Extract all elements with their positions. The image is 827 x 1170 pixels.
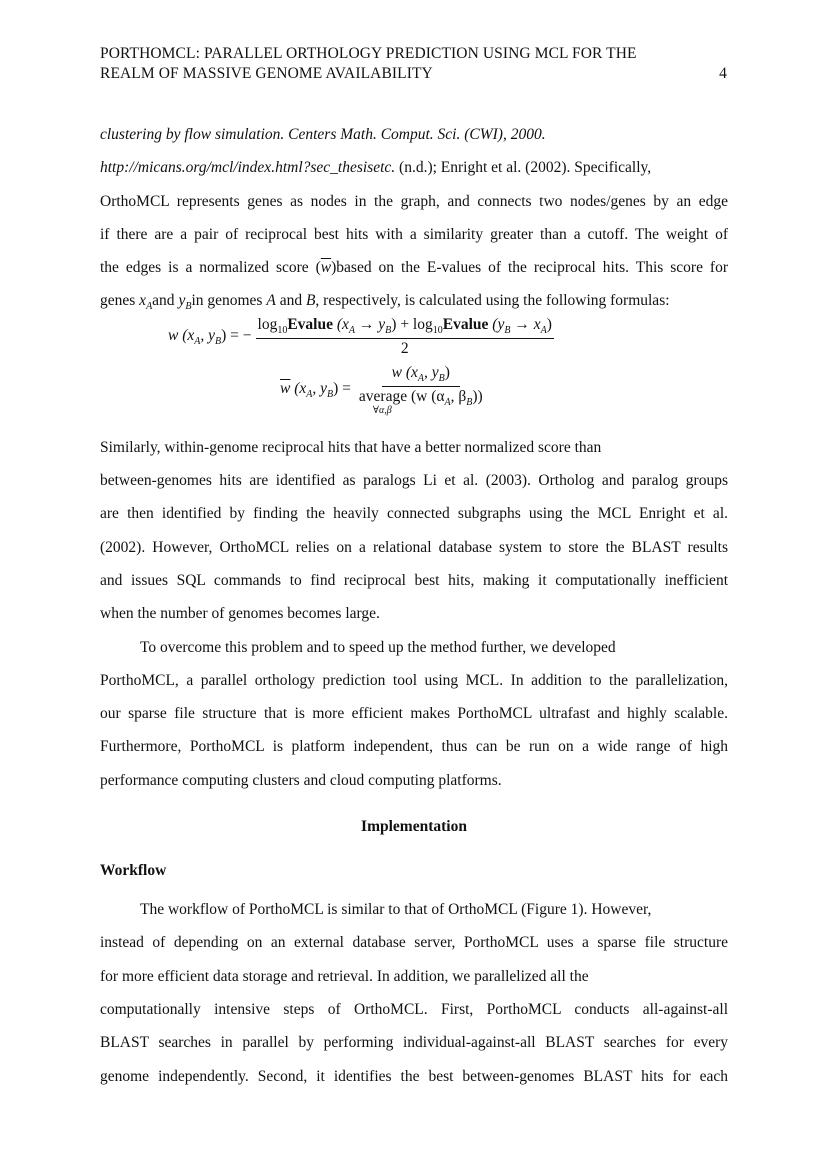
- para3-line: PorthoMCL, a parallel orthology prediction tool using MCL. In addition to the parallelization,: [100, 671, 728, 689]
- eq1-fraction: [256, 316, 554, 358]
- para1-line2-text: (n.d.); Enright et al. (2002). Specifically,: [395, 159, 652, 177]
- paragraph-paralogs: [100, 431, 728, 631]
- eq2-numerator: w ($x_A$, $y_B$): [382, 364, 460, 387]
- para4-line: computationally intensive steps of OrthoMCL. First, PorthoMCL conducts all-against-all: [100, 1000, 728, 1018]
- equation-block: [100, 316, 728, 431]
- text-span: genes: [100, 292, 140, 310]
- para1-line2: [100, 151, 728, 184]
- text-span: )based on the E-values of the reciprocal hits. This score for: [331, 259, 728, 277]
- eq2-fraction: [359, 364, 483, 416]
- para2-line: when the number of genomes becomes large.: [100, 605, 380, 623]
- eq2-average-subscript: ∀α,β: [372, 404, 392, 416]
- running-head-title-line1: PORTHOMCL: PARALLEL ORTHOLOGY PREDICTION USING MCL FOR THE: [100, 45, 637, 62]
- section-heading-implementation: Implementation: [361, 818, 467, 836]
- math-var: y: [178, 292, 186, 310]
- page-body: [100, 118, 728, 1093]
- text-span: and: [152, 292, 179, 310]
- equation-normalized: [280, 364, 483, 416]
- running-head: [100, 44, 727, 84]
- para2-line: between-genomes hits are identified as paralogs Li et al. (2003). Ortholog and paralog groups: [100, 472, 728, 490]
- para1-line3: OrthoMCL represents genes as nodes in the graph, and connects two nodes/genes by an edge: [100, 192, 728, 210]
- para1-line6: [100, 284, 728, 317]
- para2-line: (2002). However, OrthoMCL relies on a relational database system to store the BLAST results: [100, 538, 728, 556]
- math-sub: B: [185, 301, 192, 313]
- equation-weight: [168, 316, 554, 358]
- para3-line: To overcome this problem and to speed up the method further, we developed: [140, 638, 616, 656]
- eq1-lhs: w ($x_A$, $y_B$) = −: [168, 326, 252, 347]
- math-sub: A: [146, 301, 153, 313]
- running-head-title: [100, 44, 690, 84]
- para1-line1: [100, 118, 728, 151]
- math-var: x: [139, 292, 147, 310]
- paragraph-porthomcl-intro: [100, 631, 728, 797]
- para2-line: and issues SQL commands to find reciprocal best hits, making it computationally inefficient: [100, 571, 728, 589]
- text-span: in genomes: [191, 292, 267, 310]
- para1-line4: if there are a pair of reciprocal best hits with a similarity greater than a cutoff. The weight of: [100, 225, 728, 243]
- eq2-lhs: $\overline{w}$ ($x_A$, $y_B$) =: [280, 379, 351, 400]
- para4-line: BLAST searches in parallel by performing individual-against-all BLAST searches for every: [100, 1034, 728, 1052]
- text-span: the edges is a normalized score (: [100, 259, 321, 277]
- para1-line5: [100, 251, 728, 284]
- para2-line: Similarly, within-genome reciprocal hits that have a better normalized score than: [100, 438, 602, 456]
- para2-line: are then identified by finding the heavily connected subgraphs using the MCL Enright et al.: [100, 505, 728, 523]
- para3-line: Furthermore, PorthoMCL is platform independent, thus can be run on a wide range of high: [100, 738, 728, 756]
- para4-line: The workflow of PorthoMCL is similar to that of OrthoMCL (Figure 1). However,: [140, 901, 652, 919]
- subsection-heading-workflow: Workflow: [100, 862, 167, 880]
- text-span: , respectively, is calculated using the following formulas:: [315, 292, 670, 310]
- eq1-numerator: $\log_{10}Evalue$ $(x_A \to y_B)$ + $\log_{10}Evalue$ $(y_B \to x_A)$: [256, 316, 554, 339]
- text-span: and: [275, 292, 306, 310]
- para3-line: performance computing clusters and cloud computing platforms.: [100, 771, 502, 789]
- paragraph-workflow: [100, 893, 728, 1093]
- page-number: 4: [719, 65, 727, 82]
- genome-b: B: [305, 292, 316, 310]
- citation-italic: clustering by flow simulation. Centers Math. Comput. Sci. (CWI), 2000.: [100, 126, 546, 143]
- running-head-title-line2: REALM OF MASSIVE GENOME AVAILABILITY: [100, 65, 433, 82]
- w-bar-symbol: $\overline{w}$: [320, 259, 332, 277]
- genome-a: A: [266, 292, 276, 310]
- eq2-denominator: average (w ($\alpha_A$, $\beta_B$)) ∀α,β: [358, 387, 483, 416]
- eq1-denominator: 2: [400, 339, 409, 357]
- para4-line: instead of depending on an external database server, PorthoMCL uses a sparse file structure: [100, 934, 728, 952]
- citation-url: http://micans.org/mcl/index.html?sec_thesisetc.: [100, 159, 396, 177]
- para4-line: for more efficient data storage and retrieval. In addition, we parallelized all the: [100, 967, 589, 985]
- para4-line: genome independently. Second, it identifies the best between-genomes BLAST hits for each: [100, 1067, 728, 1085]
- para3-line: our sparse file structure that is more efficient makes PorthoMCL ultrafast and highly scalable.: [100, 705, 728, 723]
